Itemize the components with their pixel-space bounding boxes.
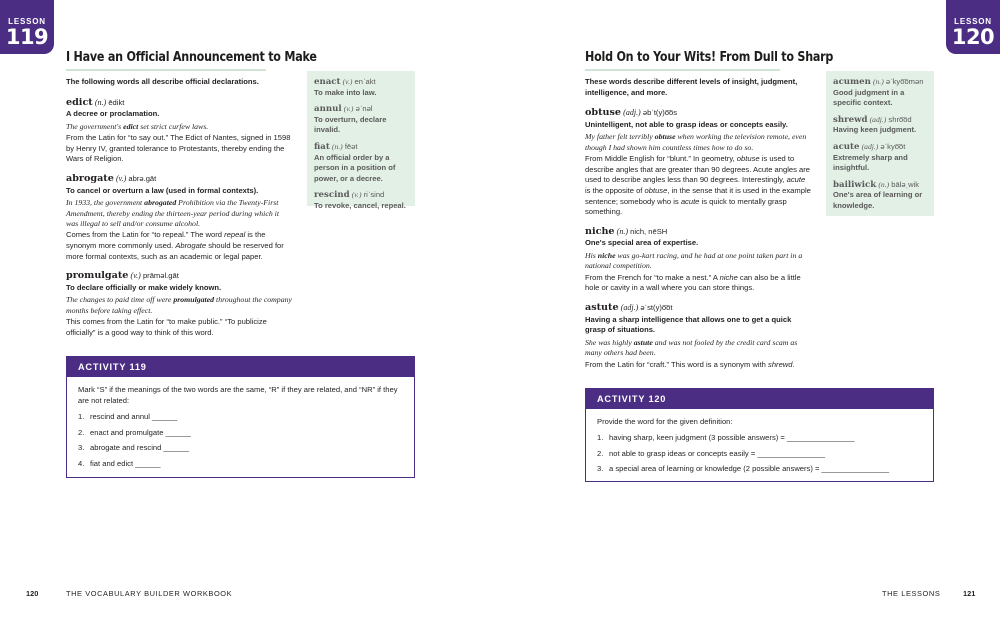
running-title: THE VOCABULARY BUILDER WORKBOOK bbox=[66, 589, 233, 598]
example-part: abrogated bbox=[144, 198, 177, 208]
word-entry bbox=[66, 174, 292, 262]
activity-item-number: 1. bbox=[78, 412, 85, 421]
lesson-body bbox=[585, 77, 811, 379]
lesson-tab-number: 119 bbox=[5, 25, 49, 49]
headword: niche bbox=[585, 225, 615, 237]
headword: obtuse bbox=[585, 107, 622, 119]
sidebar-heading bbox=[833, 115, 927, 126]
definition: One's special area of expertise. bbox=[585, 238, 699, 248]
page-number: 120 bbox=[26, 589, 39, 598]
sidebar-definition: An official order by a person in a position of power, or a decree. bbox=[314, 152, 396, 183]
sidebar-pronunciation: riˈsind bbox=[363, 190, 385, 200]
activity-item-text: fiat and edict ______ bbox=[90, 458, 161, 468]
note-part: niche bbox=[719, 272, 738, 282]
sidebar-heading bbox=[314, 190, 408, 201]
activity-item-text: having sharp, keen judgment (3 possible answers) = ________________ bbox=[609, 433, 855, 442]
note-part: Comes from the Latin for “to repeal.” The word bbox=[66, 230, 225, 240]
sidebar-headword: shrewd bbox=[833, 114, 868, 125]
example-sentence bbox=[66, 198, 292, 229]
sidebar-headword: rescind bbox=[314, 190, 350, 201]
activity-body bbox=[586, 409, 933, 487]
activity-box bbox=[66, 356, 415, 478]
example-sentence bbox=[585, 338, 811, 359]
example-part: My father felt terribly bbox=[585, 132, 655, 142]
word-entry bbox=[585, 227, 811, 294]
activity-item bbox=[78, 458, 403, 469]
etymology-note bbox=[585, 154, 811, 218]
entry-heading bbox=[66, 98, 292, 109]
definition: To cancel or overturn a law (used in formal contexts). bbox=[66, 185, 259, 195]
note-part: From the French for “to make a nest.” A bbox=[585, 272, 720, 282]
title-underline bbox=[66, 69, 266, 71]
sidebar-entry bbox=[833, 77, 927, 109]
sidebar-part-of-speech: (v.) bbox=[343, 104, 354, 114]
sidebar-entry bbox=[833, 180, 927, 212]
etymology-note bbox=[66, 317, 292, 338]
activity-item bbox=[597, 448, 922, 459]
sidebar-headword: enact bbox=[314, 77, 341, 87]
note-part: is used to describe angles that are greater than 90 degrees. Acute angles are used to describe angles less than 90 degrees. Interestingly, bbox=[585, 154, 811, 185]
sidebar-pronunciation: əˈkyo͞omən bbox=[885, 77, 924, 86]
note-part: From Middle English for “blunt.” In geometry, bbox=[585, 154, 737, 164]
sidebar-heading bbox=[314, 77, 408, 88]
activity-item-text: not able to grasp ideas or concepts easily = ________________ bbox=[609, 448, 825, 458]
lesson-title: Hold On to Your Wits! From Dull to Sharp bbox=[585, 49, 834, 65]
note-part: From the Latin for “craft.” This word is a synonym with bbox=[585, 359, 769, 369]
example-sentence bbox=[585, 132, 811, 153]
lesson-title: I Have an Official Announcement to Make bbox=[66, 49, 317, 65]
example-part: was go-kart racing, and he had at one point taken part in a national competition. bbox=[585, 250, 803, 271]
activity-items bbox=[597, 432, 922, 474]
activity-item-text: a special area of learning or knowledge (2 possible answers) = ________________ bbox=[609, 464, 890, 474]
lesson-tab-119 bbox=[0, 0, 54, 54]
sidebar-pronunciation: enˈakt bbox=[354, 77, 376, 86]
activity-box bbox=[585, 388, 934, 482]
activity-item-number: 2. bbox=[597, 448, 604, 458]
part-of-speech: (v.) bbox=[115, 173, 127, 183]
lesson-tab-label: LESSON bbox=[8, 17, 46, 26]
activity-instruction: Mark “S” if the meanings of the two words are the same, “R” if they are related, and “NR” if they are not related: bbox=[78, 385, 398, 405]
example-part: when working the television remote, even though I had shown him countless times how to do so. bbox=[585, 132, 807, 152]
lesson-body bbox=[66, 77, 292, 347]
note-part: can also be a little hole or cavity in a wall where you can store things. bbox=[585, 272, 801, 293]
example-sentence bbox=[585, 251, 811, 272]
activity-item-text: abrogate and rescind ______ bbox=[90, 443, 189, 453]
headword: abrogate bbox=[66, 172, 114, 184]
activity-item bbox=[78, 411, 403, 422]
part-of-speech: (n.) bbox=[616, 226, 628, 236]
running-title: THE LESSONS bbox=[882, 589, 941, 598]
sidebar-part-of-speech: (n.) bbox=[331, 141, 343, 151]
note-part: should be reserved for more formal contexts, such as an academic or legal paper. bbox=[66, 240, 284, 261]
activity-item-number: 3. bbox=[78, 443, 85, 453]
sidebar-heading bbox=[833, 77, 927, 88]
example-sentence bbox=[66, 295, 292, 316]
related-words-sidebar bbox=[826, 71, 934, 216]
example-part: The changes to paid time off were bbox=[66, 295, 174, 305]
note-part: acute bbox=[786, 175, 806, 185]
sidebar-part-of-speech: (v.) bbox=[342, 77, 353, 86]
example-part: promulgated bbox=[173, 295, 215, 305]
pronunciation: abrə.gāt bbox=[128, 173, 157, 183]
sidebar-definition: To revoke, cancel, repeal. bbox=[314, 200, 406, 210]
lesson-intro: The following words all describe official declarations. bbox=[66, 77, 259, 86]
example-part: niche bbox=[597, 250, 616, 260]
sidebar-headword: bailiwick bbox=[833, 179, 877, 190]
example-part: edict bbox=[123, 121, 139, 131]
activity-instruction: Provide the word for the given definition: bbox=[597, 417, 733, 426]
sidebar-entry bbox=[833, 142, 927, 174]
activity-item bbox=[597, 463, 922, 474]
activity-item-text: enact and promulgate ______ bbox=[90, 427, 191, 437]
activity-item bbox=[78, 427, 403, 438]
sidebar-heading bbox=[314, 104, 408, 115]
headword: promulgate bbox=[66, 270, 129, 282]
sidebar-heading bbox=[833, 180, 927, 191]
sidebar-heading bbox=[833, 142, 927, 153]
lesson-tab-label: LESSON bbox=[954, 17, 992, 26]
note-part: acute bbox=[680, 196, 700, 206]
example-sentence bbox=[66, 122, 292, 132]
definition: To declare officially or make widely known. bbox=[66, 282, 222, 292]
entry-list bbox=[585, 108, 811, 370]
lesson-intro: These words describe different levels of insight, judgment, intelligence, and more. bbox=[585, 77, 798, 97]
note-part: obtuse bbox=[644, 185, 668, 195]
sidebar-entry bbox=[833, 115, 927, 136]
definition: Having a sharp intelligence that allows one to get a quick grasp of situations. bbox=[585, 314, 792, 335]
note-part: , in the sense that it is used in the example sentence; somebody who is bbox=[585, 185, 811, 206]
example-part: The government's bbox=[66, 121, 124, 131]
etymology-note bbox=[66, 230, 292, 262]
sidebar-pronunciation: əˈnəl bbox=[355, 104, 373, 114]
sidebar-entry bbox=[314, 104, 408, 136]
sidebar-part-of-speech: (adj.) bbox=[869, 114, 887, 124]
sidebar-headword: acumen bbox=[833, 77, 871, 87]
sidebar-entry bbox=[314, 190, 408, 211]
sidebar-pronunciation: əˈkyo͞ot bbox=[880, 141, 906, 151]
sidebar-headword: fiat bbox=[314, 141, 330, 152]
word-entry bbox=[66, 271, 292, 338]
example-part: obtuse bbox=[654, 132, 676, 142]
activity-body bbox=[67, 377, 414, 481]
sidebar-heading bbox=[314, 142, 408, 153]
word-entry bbox=[585, 108, 811, 218]
sidebar-part-of-speech: (n.) bbox=[872, 77, 884, 86]
pronunciation: əbˈt(y)o͞os bbox=[642, 108, 678, 118]
sidebar-definition: To make into law. bbox=[314, 87, 377, 97]
headword: edict bbox=[66, 96, 93, 108]
sidebar-definition: Having keen judgment. bbox=[833, 125, 917, 135]
example-part: astute bbox=[633, 337, 653, 347]
sidebar-pronunciation: shro͞od bbox=[888, 114, 912, 124]
sidebar-pronunciation: bāləˌwik bbox=[891, 179, 920, 189]
note-part: is quick to mentally grasp something. bbox=[585, 196, 787, 217]
sidebar-definition: Good judgment in a specific context. bbox=[833, 87, 905, 108]
sidebar-entry bbox=[314, 142, 408, 184]
note-part: This comes from the Latin for “to make public.” “To publicize officially” is a good way to think of this word. bbox=[66, 317, 267, 337]
note-part: is the synonym more commonly used. bbox=[66, 230, 266, 250]
sidebar-headword: acute bbox=[833, 141, 860, 152]
note-part: repeal bbox=[224, 230, 246, 240]
activity-items bbox=[78, 411, 403, 469]
sidebar-pronunciation: fēət bbox=[344, 141, 358, 151]
entry-heading bbox=[585, 227, 811, 238]
note-part: shrewd bbox=[768, 359, 793, 369]
sidebar-headword: annul bbox=[314, 104, 342, 115]
note-part: From the Latin for “to say out.” The Edict of Nantes, signed in 1598 by Henry IV, granted tolerance to Protestants, thereby ending the Wars of Religion. bbox=[66, 133, 291, 164]
example-part: In 1933, the government bbox=[66, 198, 145, 208]
entry-heading bbox=[66, 174, 292, 185]
pronunciation: nich, nēSH bbox=[630, 226, 668, 236]
note-part: is the opposite of bbox=[585, 185, 645, 195]
sidebar-definition: One's area of learning or knowledge. bbox=[833, 190, 923, 210]
example-part: set strict curfew laws. bbox=[138, 121, 209, 131]
activity-title: ACTIVITY 120 bbox=[586, 389, 933, 409]
example-part: throughout the company months before taking effect. bbox=[66, 295, 292, 315]
activity-title: ACTIVITY 119 bbox=[67, 357, 414, 377]
entry-heading bbox=[585, 303, 811, 314]
sidebar-part-of-speech: (v.) bbox=[351, 190, 362, 200]
lesson-tab-number: 120 bbox=[951, 25, 995, 49]
right-page bbox=[500, 0, 1000, 625]
definition: A decree or proclamation. bbox=[66, 109, 160, 119]
activity-item bbox=[597, 432, 922, 443]
headword: astute bbox=[585, 301, 619, 313]
word-entry bbox=[66, 98, 292, 165]
entry-list bbox=[66, 98, 292, 339]
note-part: . bbox=[792, 359, 795, 369]
note-part: obtuse bbox=[736, 154, 760, 164]
etymology-note bbox=[585, 273, 811, 294]
sidebar-definition: To overturn, declare invalid. bbox=[314, 114, 387, 135]
lesson-tab-120 bbox=[946, 0, 1000, 54]
sidebar-part-of-speech: (adj.) bbox=[861, 141, 879, 151]
pronunciation: prāməl.gāt bbox=[142, 271, 179, 281]
pronunciation: ēdikt bbox=[108, 97, 125, 107]
pronunciation: əˈst(y)o͞ot bbox=[640, 302, 673, 312]
example-part: and was not fooled by the credit card scam as many others had been. bbox=[585, 337, 798, 358]
etymology-note bbox=[66, 133, 292, 165]
page-number: 121 bbox=[963, 589, 976, 598]
entry-heading bbox=[585, 108, 811, 119]
note-part: Abrogate bbox=[175, 240, 207, 250]
activity-item-number: 2. bbox=[78, 427, 85, 437]
activity-item-number: 3. bbox=[597, 464, 604, 474]
activity-item-text: rescind and annul ______ bbox=[90, 412, 178, 421]
example-part: His bbox=[585, 250, 598, 260]
sidebar-entry bbox=[314, 77, 408, 98]
etymology-note bbox=[585, 360, 811, 371]
entry-heading bbox=[66, 271, 292, 282]
word-entry bbox=[585, 303, 811, 370]
sidebar-part-of-speech: (n.) bbox=[878, 179, 890, 189]
definition: Unintelligent, not able to grasp ideas or concepts easily. bbox=[585, 119, 788, 129]
activity-item bbox=[78, 442, 403, 453]
part-of-speech: (adj.) bbox=[620, 302, 639, 312]
example-part: She was highly bbox=[585, 337, 634, 347]
part-of-speech: (v.) bbox=[130, 271, 141, 281]
sidebar-definition: Extremely sharp and insightful. bbox=[833, 152, 908, 173]
related-words-sidebar bbox=[307, 71, 415, 210]
title-underline bbox=[585, 69, 780, 71]
example-part: Prohibition via the Twenty-First Amendment, thereby ending the thirteen-year period during which it was illegal to sell and/or consume alcohol. bbox=[66, 198, 279, 228]
activity-item-number: 4. bbox=[78, 458, 85, 468]
part-of-speech: (n.) bbox=[94, 97, 107, 107]
part-of-speech: (adj.) bbox=[623, 108, 641, 118]
activity-item-number: 1. bbox=[597, 433, 604, 442]
